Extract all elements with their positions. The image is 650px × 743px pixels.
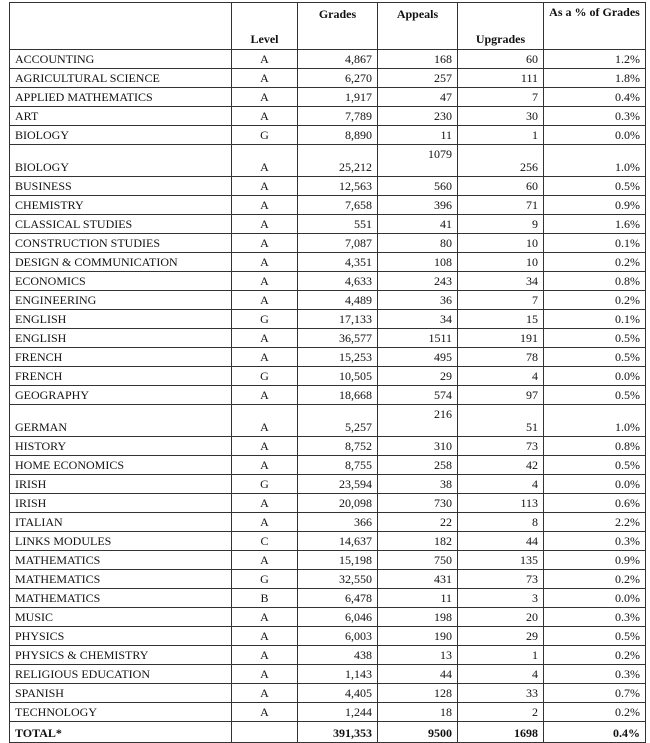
cell-percent: 0.2%	[544, 570, 646, 589]
cell-appeals: 257	[378, 69, 458, 88]
cell-percent: 0.0%	[544, 126, 646, 145]
cell-grades: 5,257	[298, 405, 378, 437]
cell-appeals: 11	[378, 126, 458, 145]
cell-level: A	[232, 551, 298, 570]
cell-percent: 0.5%	[544, 386, 646, 405]
cell-percent: 0.2%	[544, 646, 646, 665]
table-row	[10, 608, 646, 627]
cell-appeals: 80	[378, 234, 458, 253]
cell-percent: 0.5%	[544, 627, 646, 646]
cell-grades: 8,752	[298, 437, 378, 456]
total-upgrades: 1698	[458, 722, 544, 743]
cell-grades: 8,755	[298, 456, 378, 475]
cell-percent: 0.8%	[544, 272, 646, 291]
cell-level: A	[232, 329, 298, 348]
cell-grades: 18,668	[298, 386, 378, 405]
cell-grades: 10,505	[298, 367, 378, 386]
cell-grades: 4,633	[298, 272, 378, 291]
cell-upgrades: 4	[458, 665, 544, 684]
total-appeals: 9500	[378, 722, 458, 743]
cell-subject: BIOLOGY	[10, 145, 232, 177]
cell-level: A	[232, 456, 298, 475]
cell-grades: 6,046	[298, 608, 378, 627]
cell-upgrades: 78	[458, 348, 544, 367]
cell-level: A	[232, 437, 298, 456]
cell-appeals: 47	[378, 88, 458, 107]
cell-level: A	[232, 665, 298, 684]
cell-level: C	[232, 532, 298, 551]
cell-upgrades: 34	[458, 272, 544, 291]
cell-grades: 12,563	[298, 177, 378, 196]
cell-subject: BUSINESS	[10, 177, 232, 196]
cell-grades: 23,594	[298, 475, 378, 494]
cell-level: A	[232, 646, 298, 665]
cell-upgrades: 191	[458, 329, 544, 348]
cell-level: G	[232, 475, 298, 494]
cell-upgrades: 71	[458, 196, 544, 215]
cell-percent: 0.3%	[544, 107, 646, 126]
cell-percent: 1.0%	[544, 405, 646, 437]
cell-percent: 1.6%	[544, 215, 646, 234]
cell-appeals: 310	[378, 437, 458, 456]
table-row	[10, 589, 646, 608]
cell-appeals: 730	[378, 494, 458, 513]
cell-upgrades: 29	[458, 627, 544, 646]
cell-appeals: 574	[378, 386, 458, 405]
cell-grades: 17,133	[298, 310, 378, 329]
cell-appeals: 431	[378, 570, 458, 589]
cell-appeals: 34	[378, 310, 458, 329]
cell-subject: ART	[10, 107, 232, 126]
cell-percent: 0.0%	[544, 475, 646, 494]
cell-subject: MATHEMATICS	[10, 570, 232, 589]
cell-subject: RELIGIOUS EDUCATION	[10, 665, 232, 684]
cell-appeals: 18	[378, 703, 458, 722]
table-row	[10, 50, 646, 69]
table-row	[10, 215, 646, 234]
cell-grades: 1,143	[298, 665, 378, 684]
cell-upgrades: 256	[458, 145, 544, 177]
cell-subject: ENGLISH	[10, 310, 232, 329]
cell-level: G	[232, 126, 298, 145]
cell-percent: 2.2%	[544, 513, 646, 532]
cell-level: A	[232, 69, 298, 88]
cell-grades: 4,351	[298, 253, 378, 272]
cell-upgrades: 51	[458, 405, 544, 437]
cell-percent: 0.3%	[544, 608, 646, 627]
header-upgrades: Upgrades	[458, 3, 544, 50]
table-row	[10, 684, 646, 703]
header-subject	[10, 3, 232, 50]
cell-grades: 15,198	[298, 551, 378, 570]
table-row	[10, 551, 646, 570]
cell-grades: 6,003	[298, 627, 378, 646]
cell-subject: DESIGN & COMMUNICATION	[10, 253, 232, 272]
cell-percent: 0.2%	[544, 291, 646, 310]
cell-upgrades: 7	[458, 88, 544, 107]
table-row	[10, 272, 646, 291]
header-level: Level	[232, 3, 298, 50]
cell-subject: APPLIED MATHEMATICS	[10, 88, 232, 107]
cell-upgrades: 73	[458, 437, 544, 456]
cell-appeals: 190	[378, 627, 458, 646]
cell-level: A	[232, 50, 298, 69]
cell-grades: 15,253	[298, 348, 378, 367]
cell-subject: AGRICULTURAL SCIENCE	[10, 69, 232, 88]
cell-appeals: 29	[378, 367, 458, 386]
cell-percent: 0.0%	[544, 367, 646, 386]
cell-appeals: 1511	[378, 329, 458, 348]
cell-grades: 6,270	[298, 69, 378, 88]
cell-upgrades: 3	[458, 589, 544, 608]
cell-appeals: 495	[378, 348, 458, 367]
cell-subject: CONSTRUCTION STUDIES	[10, 234, 232, 253]
cell-subject: ENGLISH	[10, 329, 232, 348]
cell-upgrades: 10	[458, 234, 544, 253]
cell-subject: CHEMISTRY	[10, 196, 232, 215]
cell-level: A	[232, 291, 298, 310]
cell-level: A	[232, 386, 298, 405]
cell-percent: 0.3%	[544, 665, 646, 684]
cell-subject: GEOGRAPHY	[10, 386, 232, 405]
table-row	[10, 367, 646, 386]
cell-level: A	[232, 177, 298, 196]
cell-percent: 0.6%	[544, 494, 646, 513]
table-row	[10, 177, 646, 196]
cell-appeals: 128	[378, 684, 458, 703]
table-row	[10, 513, 646, 532]
cell-upgrades: 8	[458, 513, 544, 532]
cell-grades: 7,789	[298, 107, 378, 126]
header-row	[10, 3, 646, 50]
cell-subject: ENGINEERING	[10, 291, 232, 310]
table-row	[10, 329, 646, 348]
cell-grades: 366	[298, 513, 378, 532]
table-row	[10, 196, 646, 215]
table-row	[10, 570, 646, 589]
cell-grades: 7,658	[298, 196, 378, 215]
cell-subject: PHYSICS & CHEMISTRY	[10, 646, 232, 665]
cell-level: A	[232, 196, 298, 215]
cell-upgrades: 2	[458, 703, 544, 722]
total-level	[232, 722, 298, 743]
total-row	[10, 722, 646, 743]
cell-appeals: 198	[378, 608, 458, 627]
table-row	[10, 646, 646, 665]
cell-appeals: 750	[378, 551, 458, 570]
cell-subject: HOME ECONOMICS	[10, 456, 232, 475]
table-row	[10, 126, 646, 145]
header-grades: Grades	[298, 3, 378, 50]
cell-percent: 0.7%	[544, 684, 646, 703]
cell-percent: 0.1%	[544, 234, 646, 253]
table-row	[10, 703, 646, 722]
cell-level: A	[232, 145, 298, 177]
cell-appeals: 1079	[378, 145, 458, 177]
cell-appeals: 41	[378, 215, 458, 234]
cell-percent: 0.8%	[544, 437, 646, 456]
cell-appeals: 560	[378, 177, 458, 196]
table-row	[10, 494, 646, 513]
table-row	[10, 69, 646, 88]
cell-subject: CLASSICAL STUDIES	[10, 215, 232, 234]
cell-percent: 0.9%	[544, 196, 646, 215]
table-row	[10, 253, 646, 272]
table-body	[10, 50, 646, 722]
cell-appeals: 182	[378, 532, 458, 551]
cell-appeals: 22	[378, 513, 458, 532]
cell-grades: 6,478	[298, 589, 378, 608]
cell-subject: MATHEMATICS	[10, 589, 232, 608]
cell-level: A	[232, 608, 298, 627]
cell-grades: 36,577	[298, 329, 378, 348]
cell-upgrades: 4	[458, 475, 544, 494]
cell-appeals: 11	[378, 589, 458, 608]
cell-subject: HISTORY	[10, 437, 232, 456]
cell-level: A	[232, 253, 298, 272]
cell-grades: 32,550	[298, 570, 378, 589]
cell-percent: 0.5%	[544, 348, 646, 367]
cell-upgrades: 4	[458, 367, 544, 386]
total-percent: 0.4%	[544, 722, 646, 743]
cell-upgrades: 113	[458, 494, 544, 513]
cell-grades: 20,098	[298, 494, 378, 513]
cell-level: A	[232, 513, 298, 532]
cell-appeals: 243	[378, 272, 458, 291]
header-percent: As a % of Grades	[544, 3, 646, 50]
cell-upgrades: 1	[458, 126, 544, 145]
cell-upgrades: 42	[458, 456, 544, 475]
table-row	[10, 386, 646, 405]
cell-upgrades: 15	[458, 310, 544, 329]
cell-grades: 438	[298, 646, 378, 665]
cell-upgrades: 7	[458, 291, 544, 310]
cell-grades: 1,244	[298, 703, 378, 722]
cell-subject: LINKS MODULES	[10, 532, 232, 551]
cell-level: A	[232, 215, 298, 234]
cell-subject: SPANISH	[10, 684, 232, 703]
cell-appeals: 230	[378, 107, 458, 126]
cell-level: A	[232, 684, 298, 703]
cell-upgrades: 111	[458, 69, 544, 88]
cell-subject: BIOLOGY	[10, 126, 232, 145]
cell-level: A	[232, 703, 298, 722]
cell-upgrades: 135	[458, 551, 544, 570]
cell-appeals: 36	[378, 291, 458, 310]
cell-percent: 0.5%	[544, 456, 646, 475]
table-row	[10, 532, 646, 551]
cell-grades: 8,890	[298, 126, 378, 145]
cell-upgrades: 33	[458, 684, 544, 703]
cell-appeals: 168	[378, 50, 458, 69]
cell-upgrades: 44	[458, 532, 544, 551]
cell-subject: ITALIAN	[10, 513, 232, 532]
cell-percent: 1.8%	[544, 69, 646, 88]
cell-grades: 4,489	[298, 291, 378, 310]
table-row	[10, 310, 646, 329]
cell-percent: 0.5%	[544, 177, 646, 196]
cell-appeals: 216	[378, 405, 458, 437]
cell-level: A	[232, 272, 298, 291]
cell-subject: FRENCH	[10, 348, 232, 367]
table-row	[10, 405, 646, 437]
cell-level: G	[232, 367, 298, 386]
table-row	[10, 665, 646, 684]
cell-level: A	[232, 627, 298, 646]
cell-subject: GERMAN	[10, 405, 232, 437]
appeals-table	[9, 2, 646, 743]
cell-level: A	[232, 234, 298, 253]
cell-upgrades: 9	[458, 215, 544, 234]
cell-subject: TECHNOLOGY	[10, 703, 232, 722]
table-row	[10, 348, 646, 367]
table-row	[10, 475, 646, 494]
cell-upgrades: 60	[458, 50, 544, 69]
table-row	[10, 627, 646, 646]
cell-level: A	[232, 107, 298, 126]
cell-percent: 0.5%	[544, 329, 646, 348]
cell-grades: 14,637	[298, 532, 378, 551]
cell-percent: 1.2%	[544, 50, 646, 69]
table-row	[10, 291, 646, 310]
cell-subject: ECONOMICS	[10, 272, 232, 291]
cell-grades: 25,212	[298, 145, 378, 177]
cell-percent: 0.2%	[544, 253, 646, 272]
cell-level: G	[232, 310, 298, 329]
cell-level: G	[232, 570, 298, 589]
cell-percent: 0.9%	[544, 551, 646, 570]
cell-level: B	[232, 589, 298, 608]
cell-appeals: 38	[378, 475, 458, 494]
total-subject: TOTAL*	[10, 722, 232, 743]
cell-level: A	[232, 348, 298, 367]
cell-level: A	[232, 88, 298, 107]
table-row	[10, 107, 646, 126]
table-row	[10, 145, 646, 177]
cell-upgrades: 30	[458, 107, 544, 126]
cell-percent: 0.3%	[544, 532, 646, 551]
cell-subject: MUSIC	[10, 608, 232, 627]
table-row	[10, 234, 646, 253]
cell-appeals: 44	[378, 665, 458, 684]
cell-level: A	[232, 494, 298, 513]
cell-grades: 1,917	[298, 88, 378, 107]
cell-percent: 0.0%	[544, 589, 646, 608]
cell-subject: IRISH	[10, 475, 232, 494]
cell-grades: 551	[298, 215, 378, 234]
cell-appeals: 258	[378, 456, 458, 475]
cell-level: A	[232, 405, 298, 437]
cell-grades: 4,405	[298, 684, 378, 703]
cell-percent: 0.4%	[544, 88, 646, 107]
cell-subject: MATHEMATICS	[10, 551, 232, 570]
appeals-table-container	[9, 2, 645, 743]
table-row	[10, 456, 646, 475]
cell-upgrades: 60	[458, 177, 544, 196]
cell-upgrades: 10	[458, 253, 544, 272]
cell-appeals: 108	[378, 253, 458, 272]
cell-subject: PHYSICS	[10, 627, 232, 646]
cell-percent: 0.1%	[544, 310, 646, 329]
cell-appeals: 396	[378, 196, 458, 215]
cell-appeals: 13	[378, 646, 458, 665]
table-row	[10, 88, 646, 107]
cell-grades: 4,867	[298, 50, 378, 69]
cell-upgrades: 20	[458, 608, 544, 627]
cell-subject: ACCOUNTING	[10, 50, 232, 69]
cell-percent: 0.2%	[544, 703, 646, 722]
total-grades: 391,353	[298, 722, 378, 743]
table-row	[10, 437, 646, 456]
cell-subject: IRISH	[10, 494, 232, 513]
cell-grades: 7,087	[298, 234, 378, 253]
cell-upgrades: 97	[458, 386, 544, 405]
cell-upgrades: 73	[458, 570, 544, 589]
cell-upgrades: 1	[458, 646, 544, 665]
header-appeals: Appeals	[378, 3, 458, 50]
cell-subject: FRENCH	[10, 367, 232, 386]
cell-percent: 1.0%	[544, 145, 646, 177]
